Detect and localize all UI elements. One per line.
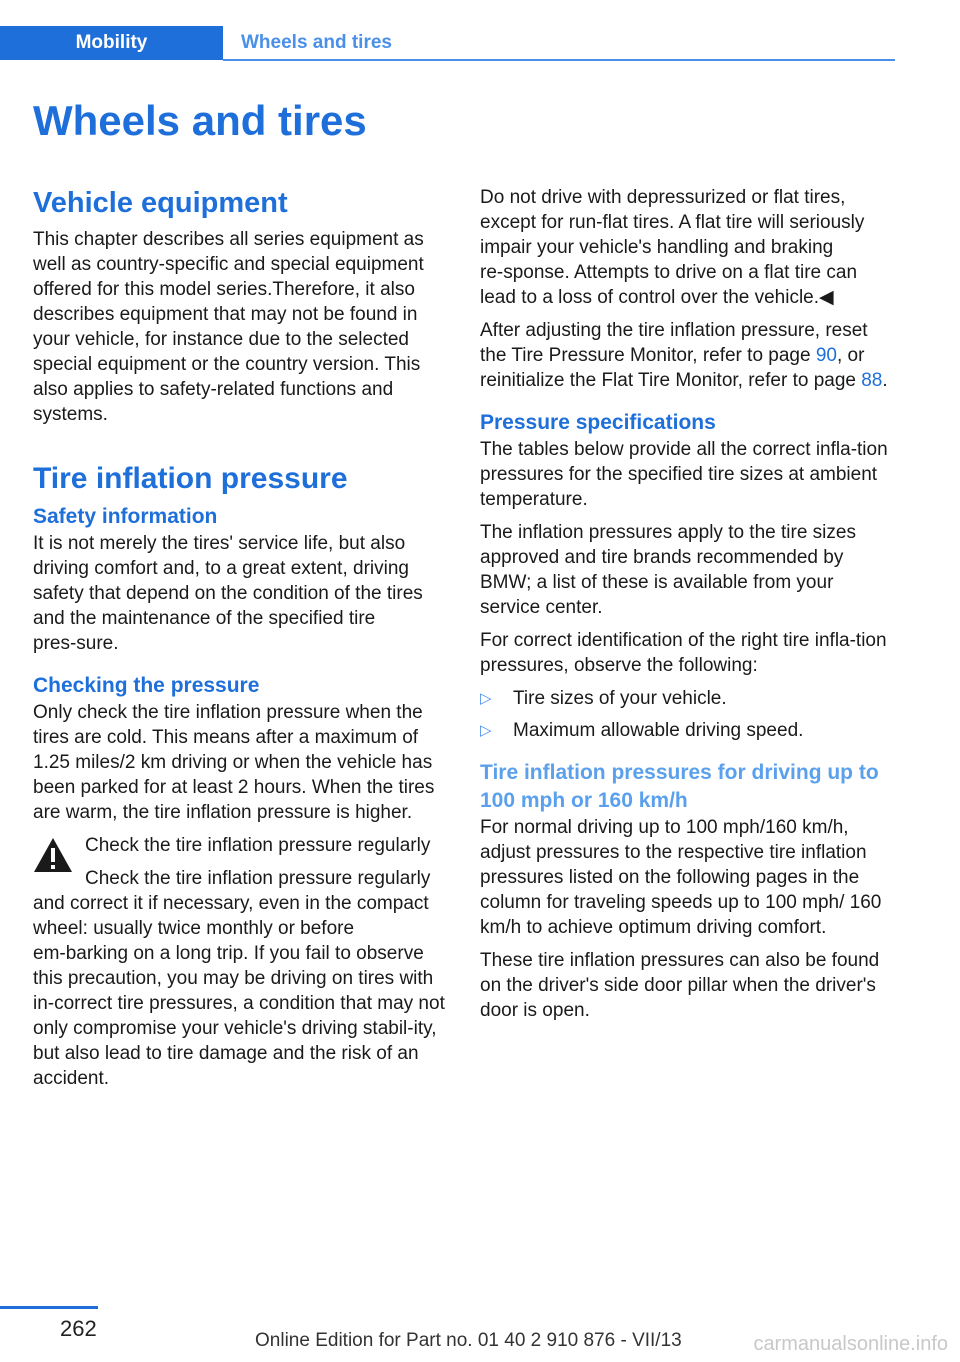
tab-wheels-and-tires[interactable]: Wheels and tires — [241, 32, 392, 53]
paragraph-safety-information: It is not merely the tires' service life, but also driving comfort and, to a great extent, driving safety that depend on the condition of the tires and the maintenance of the specified tire pres‑sure. — [33, 533, 423, 654]
right-column — [480, 185, 895, 1031]
paragraph-vehicle-equipment: This chapter describes all series equipment as well as country-specific and special equipment offered for this model series.Therefore, it also describes equipment that may not be found in your vehicle, for instance due to the selected special equipment or the country version. This also applies to safety-related functions and systems. — [33, 229, 424, 425]
reset-text-b: , or reinitialize the Flat Tire Monitor, refer to page — [480, 345, 865, 391]
warning-text-first-line: Check the tire inflation pressure regularly — [85, 868, 431, 889]
list-item-text: Tire sizes of your vehicle. — [513, 688, 727, 709]
bullet-triangle-icon: ▷ — [480, 722, 492, 739]
heading-pressures-100mph: Tire inflation pressures for driving up to 100 mph or 160 km/h — [480, 761, 879, 812]
heading-safety-information: Safety information — [33, 505, 218, 528]
warning-text — [33, 866, 448, 1091]
warning-block — [33, 833, 448, 1091]
header-bar — [0, 26, 895, 62]
header-divider — [223, 59, 895, 61]
footer-edition: Online Edition for Part no. 01 40 2 910 876 - VII/13 — [255, 1330, 682, 1351]
heading-checking-pressure: Checking the pressure — [33, 674, 260, 697]
page-number: 262 — [60, 1316, 97, 1341]
paragraph-spec-1: The tables below provide all the correct infla‑tion pressures for the specified tire sizes at ambient temperature. — [480, 439, 888, 510]
heading-pressure-specifications: Pressure specifications — [480, 411, 716, 434]
heading-vehicle-equipment: Vehicle equipment — [33, 187, 288, 219]
page-title: Wheels and tires — [33, 97, 367, 144]
heading-tire-inflation-pressure: Tire inflation pressure — [33, 462, 348, 495]
paragraph-100mph-a: For normal driving up to 100 mph/160 km/h, adjust pressures to the respective tire inflation pressures listed on the following pages in the column for traveling speeds up to 100 mph/ 160 km/h to achieve optimum driving comfort. — [480, 817, 882, 938]
paragraph-100mph-b: These tire inflation pressures can also be found on the driver's side door pillar when the driver's door is open. — [480, 950, 880, 1021]
paragraph-checking-pressure: Only check the tire inflation pressure when the tires are cold. This means after a maximum of 1.25 miles/2 km driving or when the vehicle has been parked for at least 2 hours. When the tires are warm, the tire inflation pressure is higher. — [33, 702, 435, 823]
paragraph-spec-2: The inflation pressures apply to the tire sizes approved and tire brands recommended by BMW; a list of these is available from your service center. — [480, 522, 856, 618]
page-link-88[interactable]: 88 — [861, 370, 883, 391]
reset-text-a: After adjusting the tire inflation pressure, reset the Tire Pressure Monitor, refer to page — [480, 320, 868, 366]
watermark: carmanualsonline.info — [753, 1333, 948, 1355]
bullet-triangle-icon: ▷ — [480, 690, 492, 707]
list-item — [480, 718, 895, 743]
warning-title: Check the tire inflation pressure regularly — [85, 835, 431, 856]
footer-divider — [0, 1306, 98, 1309]
list-item-text: Maximum allowable driving speed. — [513, 720, 804, 741]
reset-text-c: . — [882, 370, 888, 391]
warning-triangle-icon — [33, 837, 73, 873]
bullet-list — [480, 686, 895, 743]
warning-text-rest: and correct it if necessary, even in the compact wheel: usually twice monthly or before em‑barking on a long trip. If you fail to observe this precaution, you may be driving on tires with in‑correct tire pressures, a condition that may not only compromise your vehicle's driving stabil‑ity, but also lead to tire damage and the risk of an accident. — [33, 893, 445, 1089]
paragraph-spec-3: For correct identification of the right tire infla‑tion pressures, observe the following: — [480, 630, 887, 676]
paragraph-flat-tires: Do not drive with depressurized or flat tires, except for run-flat tires. A flat tire will seriously impair your vehicle's handling and braking re‑sponse. Attempts to drive on a flat tire can lead to a loss of control over the vehicle.◀ — [480, 187, 865, 308]
paragraph-reset-monitor — [480, 318, 895, 393]
tab-mobility[interactable]: Mobility — [0, 26, 223, 60]
left-column — [33, 185, 448, 1099]
list-item — [480, 686, 895, 711]
page-link-90[interactable]: 90 — [815, 345, 837, 366]
